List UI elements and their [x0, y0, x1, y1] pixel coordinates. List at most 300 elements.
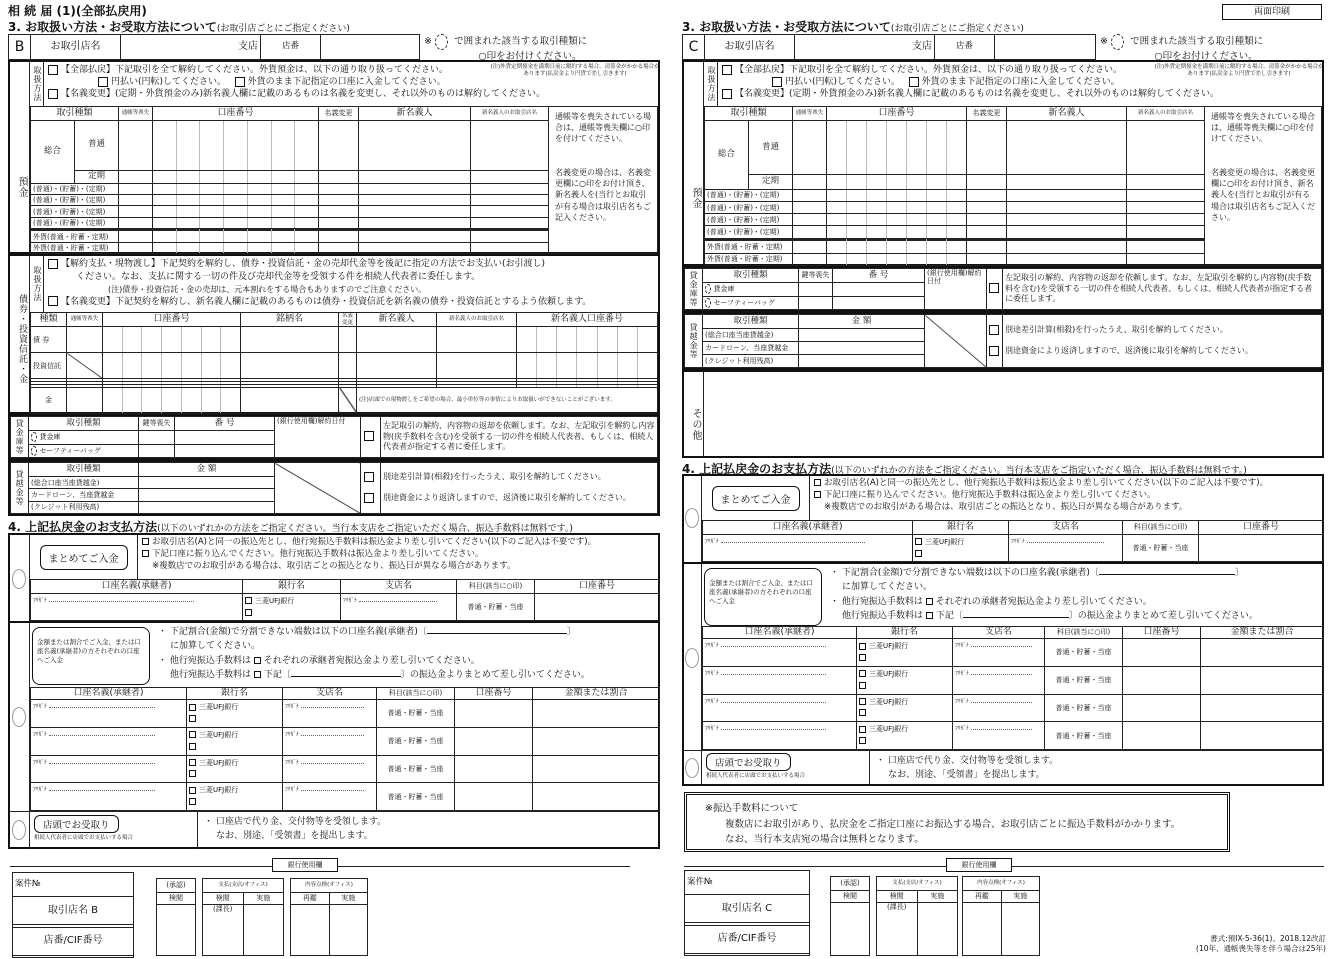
rename-cell[interactable] [319, 242, 359, 253]
account-cell[interactable] [153, 217, 319, 228]
bulk-label[interactable]: まとめてご入金 [40, 545, 128, 570]
rename-cell[interactable] [967, 175, 1007, 190]
holder-field[interactable] [703, 666, 857, 694]
rename-cell[interactable] [319, 170, 359, 183]
checkbox-safe[interactable] [989, 283, 999, 293]
amount-cell[interactable] [139, 477, 275, 489]
checkbox-rename[interactable] [48, 89, 58, 99]
radio-bulk[interactable] [685, 508, 699, 528]
store-cell[interactable] [471, 217, 549, 228]
remainder-holder-field[interactable] [1099, 574, 1235, 575]
checkbox-mufg[interactable] [189, 759, 196, 766]
amount-field[interactable] [1201, 694, 1324, 722]
store-cell[interactable] [471, 206, 549, 217]
checkbox-split-each[interactable] [926, 598, 933, 605]
cif-field[interactable] [685, 953, 810, 955]
checkbox-split-each[interactable] [254, 657, 261, 664]
radio-bulk[interactable] [12, 569, 26, 589]
checkbox-split-bulk[interactable] [926, 612, 933, 619]
checkbox-mufg[interactable] [859, 698, 866, 705]
checkbox-other-bank[interactable] [859, 709, 866, 716]
safe-row [703, 296, 799, 310]
checkbox-yen[interactable] [772, 77, 782, 87]
subject-options[interactable]: 普通・貯蓄・当座 [377, 783, 455, 811]
holder-field[interactable] [703, 535, 913, 562]
account-no-field[interactable] [1199, 535, 1324, 562]
subject-options[interactable]: 普通・貯蓄・当座 [377, 755, 455, 783]
holder-cell[interactable] [1007, 201, 1127, 213]
account-cell[interactable] [153, 206, 319, 217]
account-no-field[interactable] [1123, 722, 1201, 750]
branch-field[interactable] [953, 639, 1045, 667]
account-cell[interactable] [103, 387, 241, 413]
subject-options[interactable]: 普通・貯蓄・当座 [1045, 722, 1123, 750]
account-cell[interactable] [827, 201, 967, 213]
store-cell[interactable] [1127, 121, 1205, 175]
lost-cell[interactable] [793, 201, 827, 213]
amount-field[interactable] [1201, 722, 1324, 750]
holder-cell[interactable] [1007, 253, 1127, 265]
brand-cell[interactable] [241, 327, 339, 353]
account-cell[interactable] [827, 226, 967, 238]
radio-counter[interactable] [685, 758, 699, 778]
checkbox-bonds-cancel[interactable] [48, 259, 58, 269]
furigana-line [301, 783, 363, 791]
store-name-field-c[interactable] [795, 35, 935, 60]
furigana-label: ﾌﾘｶﾞﾅ [33, 731, 47, 738]
account-no-field[interactable] [1123, 666, 1201, 694]
store-cell[interactable] [437, 327, 517, 353]
branch-field[interactable] [953, 722, 1045, 750]
col-new-holder: 新名義人 [1007, 107, 1127, 121]
holder-field[interactable] [703, 639, 857, 667]
lost-cell[interactable] [139, 444, 175, 458]
store-cell[interactable] [1127, 201, 1205, 213]
account-cell[interactable] [153, 242, 319, 253]
checkbox-bonds-rename[interactable] [48, 296, 58, 306]
od-row-label: (総合口座当座貸越金) [29, 477, 139, 489]
safe-row [703, 283, 799, 297]
amount-cell[interactable] [799, 355, 925, 368]
checkbox-mufg[interactable] [915, 538, 922, 545]
stamp-field[interactable] [243, 905, 284, 956]
holder-cell[interactable] [1007, 121, 1127, 175]
col-bank: 銀行名 [187, 688, 283, 700]
holder-cell[interactable] [1007, 226, 1127, 238]
rename-cell[interactable] [967, 201, 1007, 213]
checkbox-safe[interactable] [364, 431, 374, 441]
method-label: 取扱方法 [30, 62, 44, 106]
lost-cell[interactable] [119, 170, 153, 183]
subject-options[interactable]: 普通・貯蓄・当座 [1045, 694, 1123, 722]
checkbox-mufg[interactable] [189, 787, 196, 794]
holder-cell[interactable] [359, 121, 471, 171]
account-no-field[interactable] [455, 783, 533, 811]
new-account-cell[interactable] [517, 353, 658, 379]
other-field[interactable] [704, 372, 1322, 456]
lost-cell[interactable] [793, 253, 827, 265]
holder-cell[interactable] [359, 242, 471, 253]
account-cell[interactable] [153, 170, 319, 183]
subject-options[interactable]: 普通・貯蓄・当座 [1045, 639, 1123, 667]
split-label[interactable]: 金額または割合でご入金、または口座名義(承継者)の方それぞれの口座へご入金 [704, 568, 822, 626]
split-deduct-field[interactable] [291, 676, 401, 677]
rename-cell[interactable] [967, 189, 1007, 201]
branch-field[interactable] [1009, 535, 1123, 562]
amount-cell[interactable] [139, 501, 275, 513]
account-no-field[interactable] [535, 594, 660, 621]
store-cell[interactable] [471, 242, 549, 253]
branch-field[interactable] [283, 755, 377, 783]
opt-yen-text: 円払い(円転)してください。 [111, 77, 227, 88]
stamp-field[interactable] [1001, 903, 1040, 956]
checkbox-yen[interactable] [98, 77, 108, 87]
col-branch: 支店名 [1009, 521, 1123, 535]
holder-cell[interactable] [359, 195, 471, 206]
split-fee-label: 他行宛振込手数料は [169, 655, 251, 666]
rename-cell[interactable] [967, 214, 1007, 226]
case-no-label: 案件№ [685, 871, 810, 895]
lost-cell[interactable] [119, 195, 153, 206]
number-cell[interactable] [833, 283, 925, 297]
amount-field[interactable] [533, 727, 660, 755]
bank-field[interactable] [857, 639, 953, 667]
holder-cell[interactable] [359, 217, 471, 228]
split-line-3: ・ 他行宛振込手数料は それぞれの承継者宛振込金より差し引いてください。 [158, 655, 480, 666]
account-no-field[interactable] [455, 755, 533, 783]
rename-cell[interactable] [319, 195, 359, 206]
split-radio-col [10, 623, 30, 811]
checkbox-other-bank[interactable] [189, 770, 196, 777]
checkbox-other-bank[interactable] [189, 715, 196, 722]
amount-field[interactable] [1201, 639, 1324, 667]
account-cell[interactable] [827, 121, 967, 175]
rename-cell[interactable] [319, 121, 359, 171]
rename-cell[interactable] [339, 353, 357, 379]
split-fee-label: 他行宛振込手数料は [842, 611, 924, 622]
counter-label[interactable]: 店頭でお受取り [706, 753, 791, 771]
col-rename: 名義変更 [339, 313, 357, 327]
holder-cell[interactable] [357, 353, 437, 379]
subject-options[interactable]: 普通・貯蓄・当座 [377, 727, 455, 755]
holder-cell[interactable] [359, 170, 471, 183]
holder-cell[interactable] [1007, 241, 1127, 253]
checkbox-bulk-below[interactable] [814, 491, 821, 498]
split-deduct-field[interactable] [963, 617, 1069, 618]
lost-cell[interactable] [139, 431, 175, 445]
lost-cell[interactable] [793, 241, 827, 253]
lost-cell[interactable] [119, 206, 153, 217]
split-account-table [702, 626, 1324, 750]
holder-field[interactable] [31, 594, 243, 621]
checkbox-offset[interactable] [989, 325, 999, 335]
furigana-label: ﾌﾘｶﾞﾅ [285, 731, 299, 738]
store-name-field-b[interactable] [121, 35, 261, 60]
checkbox-fx[interactable] [909, 77, 919, 87]
store-no-field-b[interactable] [321, 35, 420, 60]
account-no-field[interactable] [455, 727, 533, 755]
bulk-label[interactable]: まとめてご入金 [712, 486, 800, 511]
bank-field[interactable] [857, 666, 953, 694]
rename-cell[interactable] [319, 217, 359, 228]
overdraft-side-label: 貸越金等 [685, 315, 703, 368]
holder-field[interactable] [703, 722, 857, 750]
checkbox-mufg[interactable] [189, 731, 196, 738]
number-cell[interactable] [175, 444, 275, 458]
branch-field[interactable] [283, 727, 377, 755]
subject-options[interactable]: 普通・貯蓄・当座 [457, 594, 535, 621]
bank-field[interactable] [857, 722, 953, 750]
lost-cell[interactable] [119, 231, 153, 242]
col-type: 取引種類 [705, 107, 793, 121]
rename-cell[interactable] [319, 206, 359, 217]
fx-row: 外貨(普通・貯蓄・定期) [31, 242, 119, 253]
checkbox-offset[interactable] [364, 472, 374, 482]
checkbox-bulk-same[interactable] [814, 479, 821, 486]
branch-field[interactable] [953, 694, 1045, 722]
account-cell[interactable] [827, 189, 967, 201]
od-col-type: 取引種類 [29, 463, 139, 477]
section4-subtitle: (以下のいずれかの方法をご指定ください。当行本支店をご指定いただく場合、振込手数料は無料です。) [831, 466, 1247, 476]
split-opt-b-pre: 下記〔 [935, 611, 963, 622]
remainder-holder-field[interactable] [427, 633, 567, 634]
holder-cell[interactable] [359, 206, 471, 217]
holder-cell[interactable] [357, 327, 437, 353]
holder-cell[interactable] [359, 183, 471, 194]
holder-cell[interactable] [359, 231, 471, 242]
account-cell[interactable] [103, 353, 241, 379]
col-account-no: 口座番号 [1123, 627, 1201, 639]
bank-field[interactable] [243, 594, 341, 621]
subject-options[interactable]: 普通・貯蓄・当座 [377, 700, 455, 728]
checkbox-mufg[interactable] [859, 643, 866, 650]
branch-field[interactable] [283, 700, 377, 728]
note-rename: 名義変更の場合は、名義変更欄に○印をお付け頂き、新名義人を(当行とお取引が有る場合は取引店名もご記入ください。 [1211, 167, 1315, 222]
holder-field[interactable] [31, 727, 187, 755]
holder-field[interactable] [31, 783, 187, 811]
brand-cell[interactable] [241, 353, 339, 379]
checkbox-repay[interactable] [364, 493, 374, 503]
account-cell[interactable] [153, 195, 319, 206]
checkbox-mufg[interactable] [859, 726, 866, 733]
rename-cell[interactable] [967, 121, 1007, 175]
rename-cell[interactable] [967, 226, 1007, 238]
split-row [703, 639, 1324, 667]
content-check-box-b [290, 878, 368, 956]
store-cell[interactable] [471, 121, 549, 171]
stamp-field[interactable] [831, 903, 870, 956]
col-account: 口座番号 [153, 107, 319, 121]
number-cell[interactable] [833, 296, 925, 310]
split-line-1-text: 下記割合(金額)で分割できない端数は以下の口座名義(承継者)〔 [169, 627, 427, 637]
holder-field[interactable] [703, 694, 857, 722]
lost-cell[interactable] [67, 327, 103, 353]
store-cell[interactable] [1127, 226, 1205, 238]
checkbox-mufg[interactable] [859, 670, 866, 677]
col-subject: 科目(該当に○印) [457, 580, 535, 594]
subject-options[interactable]: 普通・貯蓄・当座 [1045, 666, 1123, 694]
store-cell[interactable] [1127, 214, 1205, 226]
checkbox-repay[interactable] [989, 346, 999, 356]
cif-field[interactable] [13, 955, 134, 957]
checkbox-rename[interactable] [722, 89, 732, 99]
radio-counter[interactable] [12, 820, 26, 840]
lost-cell[interactable] [67, 387, 103, 413]
checkbox-bulk-below[interactable] [142, 550, 149, 557]
amount-cell[interactable] [799, 329, 925, 342]
lost-cell[interactable] [799, 296, 833, 310]
account-no-field[interactable] [1123, 694, 1201, 722]
rename-cell[interactable] [967, 253, 1007, 265]
lost-cell[interactable] [793, 189, 827, 201]
checkbox-mufg[interactable] [189, 704, 196, 711]
amount-field[interactable] [533, 700, 660, 728]
account-cell[interactable] [827, 253, 967, 265]
store-cell[interactable] [471, 170, 549, 183]
split-label[interactable]: 金額または割合でご入金、または口座名義(承継者)の方それぞれの口座へご入金 [32, 627, 150, 685]
holder-cell[interactable] [1007, 175, 1127, 190]
checkbox-other-bank[interactable] [189, 798, 196, 805]
lost-cell[interactable] [119, 183, 153, 194]
bank-field[interactable] [187, 700, 283, 728]
bank-name: 三菱UFJ銀行 [255, 596, 295, 605]
safe-checkbox-cell[interactable] [987, 269, 1003, 310]
store-cell[interactable] [471, 231, 549, 242]
number-cell[interactable] [175, 431, 275, 445]
method-label: 取扱方法 [704, 62, 718, 106]
branch-field[interactable] [341, 594, 457, 621]
fee-notice [684, 792, 1230, 852]
bank-name: 三菱UFJ銀行 [199, 730, 239, 739]
amount-field[interactable] [533, 783, 660, 811]
counter-label-cell [702, 751, 870, 786]
amount-field[interactable] [1201, 666, 1324, 694]
dotted-circle-icon [31, 432, 37, 442]
store-no-field-c[interactable] [995, 35, 1096, 60]
cif-label: 店番/CIF番号 [685, 925, 810, 953]
rename-cell[interactable] [339, 327, 357, 353]
safe-row-label: 貸金庫 [39, 433, 61, 442]
opt-full-text: 【全部払戻】下記取引を全て解約してください。外貨預金は、以下の通り取り扱ってください。 [61, 65, 449, 75]
store-cell[interactable] [1127, 253, 1205, 265]
account-no-field[interactable] [1123, 639, 1201, 667]
stamp-field[interactable] [329, 905, 368, 956]
account-cell[interactable] [827, 175, 967, 190]
stamp-field[interactable] [917, 903, 958, 956]
store-cell[interactable] [437, 353, 517, 379]
furigana-line [971, 639, 1032, 647]
checkbox-other-bank[interactable] [859, 737, 866, 744]
col-amount: 金額または割合 [1201, 627, 1324, 639]
holder-cell[interactable] [1007, 189, 1127, 201]
checkbox-fx[interactable] [235, 77, 245, 87]
holder-field[interactable] [31, 755, 187, 783]
safe-side-label: 貸金庫等 [685, 269, 703, 310]
bank-name: 三菱UFJ銀行 [869, 669, 909, 678]
store-cell[interactable] [1127, 189, 1205, 201]
store-cell[interactable] [1127, 241, 1205, 253]
account-cell[interactable] [827, 214, 967, 226]
rename-cell[interactable] [319, 183, 359, 194]
store-header-c [682, 34, 1096, 60]
checkbox-full-refund[interactable] [722, 65, 732, 75]
furigana-label: ﾌﾘｶﾞﾅ [955, 726, 969, 733]
stamp-field[interactable] [963, 903, 1002, 956]
amount-cell[interactable] [799, 342, 925, 355]
subject-options[interactable]: 普通・貯蓄・当座 [1123, 535, 1199, 562]
stamp-field[interactable] [157, 905, 196, 956]
bank-field[interactable] [857, 694, 953, 722]
bank-field[interactable] [913, 535, 1009, 562]
store-cell[interactable] [1127, 175, 1205, 190]
lost-cell[interactable] [119, 217, 153, 228]
checkbox-other-bank[interactable] [245, 609, 252, 616]
account-no-field[interactable] [455, 700, 533, 728]
radio-split[interactable] [685, 648, 699, 668]
checkbox-other-bank[interactable] [859, 682, 866, 689]
form-code: 書式:預IX-5-36(1)、2018.12改訂 [1210, 934, 1326, 943]
checkbox-other-bank[interactable] [189, 743, 196, 750]
rename-cell[interactable] [967, 241, 1007, 253]
bank-field[interactable] [187, 727, 283, 755]
radio-split[interactable] [12, 707, 26, 727]
bank-field[interactable] [187, 783, 283, 811]
counter-label[interactable]: 店頭でお受取り [34, 815, 119, 833]
checkbox-bulk-same[interactable] [142, 538, 149, 545]
branch-field[interactable] [953, 666, 1045, 694]
lost-cell[interactable] [793, 175, 827, 190]
account-cell[interactable] [153, 183, 319, 194]
checkbox-full-refund[interactable] [48, 65, 58, 75]
type-row: (普通)・(貯蓄)・(定期) [31, 206, 119, 217]
brand-cell[interactable] [241, 387, 339, 413]
checkbox-other-bank[interactable] [859, 654, 866, 661]
overdraft-side-label: 貸越金等 [11, 463, 29, 514]
amount-field[interactable] [533, 755, 660, 783]
lost-cell[interactable] [793, 121, 827, 175]
type-row: (普通)・(貯蓄)・(定期) [705, 226, 793, 238]
lost-cell[interactable] [119, 121, 153, 171]
rename-cell[interactable] [319, 231, 359, 242]
checkbox-mufg[interactable] [245, 597, 252, 604]
bank-field[interactable] [187, 755, 283, 783]
account-cell[interactable] [827, 241, 967, 253]
account-cell[interactable] [153, 231, 319, 242]
checkbox-split-bulk[interactable] [254, 671, 261, 678]
amount-cell[interactable] [139, 489, 275, 501]
safe-checkbox-cell[interactable] [361, 417, 381, 458]
lost-cell[interactable] [119, 242, 153, 253]
lost-cell[interactable] [793, 226, 827, 238]
panel-letter-c: C [683, 35, 705, 60]
checkbox-other-bank[interactable] [915, 550, 922, 557]
holder-field[interactable] [31, 700, 187, 728]
od-row-label: (クレジット利用残高) [703, 355, 799, 368]
counter-sub: 相続人代表者に店頭でお支払いする場合 [34, 835, 134, 841]
store-cell[interactable] [471, 183, 549, 194]
account-cell[interactable] [153, 121, 319, 171]
col-account-no: 口座番号 [455, 688, 533, 700]
lost-cell[interactable] [793, 214, 827, 226]
lost-cell[interactable] [799, 283, 833, 297]
store-cell[interactable] [471, 195, 549, 206]
section4-title-text: 4. 上記払戻金のお支払方法 [8, 520, 158, 534]
holder-cell[interactable] [1007, 214, 1127, 226]
branch-field[interactable] [283, 783, 377, 811]
account-cell[interactable] [103, 327, 241, 353]
new-account-cell[interactable] [517, 327, 658, 353]
stamp-field[interactable] [291, 905, 330, 956]
